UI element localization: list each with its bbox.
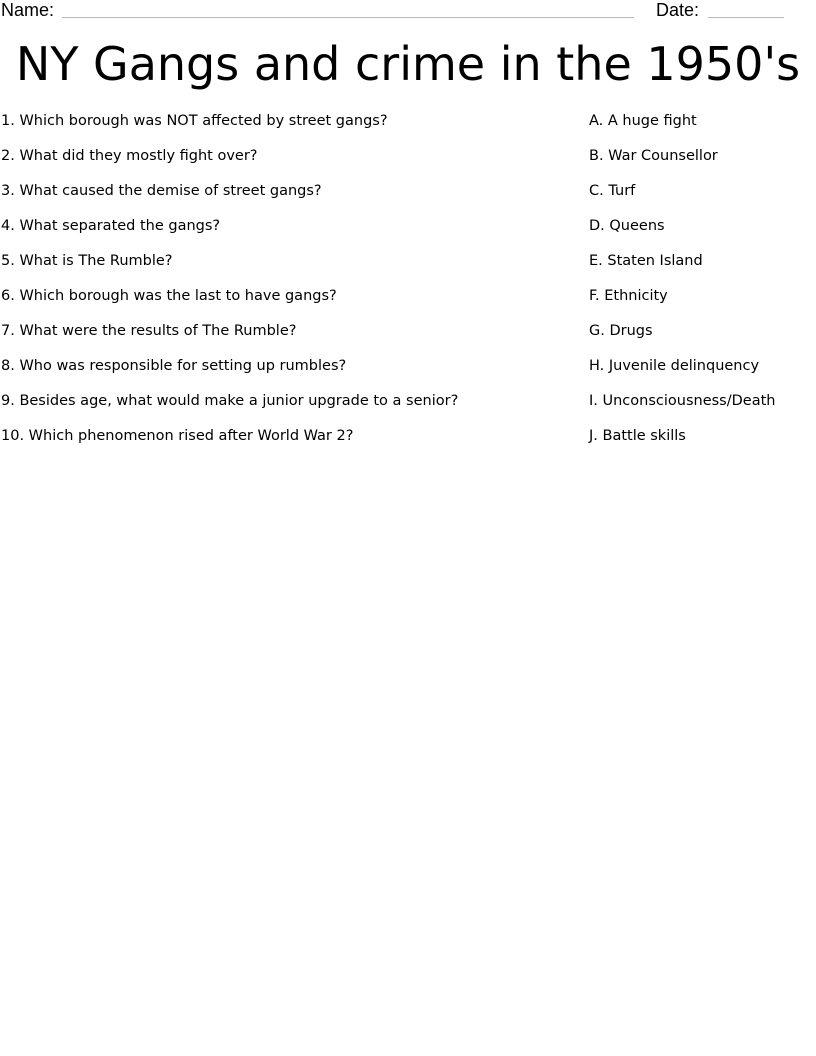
answer-item: C. Turf [589,183,636,199]
answer-item: F. Ethnicity [589,288,668,304]
question-item: 3. What caused the demise of street gangs? [1,183,322,199]
worksheet-header [0,0,816,24]
question-item: 6. Which borough was the last to have gangs? [1,288,337,304]
question-item: 8. Who was responsible for setting up rumbles? [1,358,347,374]
question-item: 10. Which phenomenon rised after World War 2? [1,428,354,444]
question-list [1,111,571,461]
page-title: NY Gangs and crime in the 1950's [15,37,801,91]
answer-item: I. Unconsciousness/Death [589,393,776,409]
name-blank-line [62,17,634,18]
answer-item: A. A huge fight [589,113,697,129]
answer-item: G. Drugs [589,323,653,339]
answer-item: D. Queens [589,218,665,234]
question-item: 7. What were the results of The Rumble? [1,323,297,339]
answer-item: J. Battle skills [589,428,686,444]
name-label: Name: [1,0,55,20]
answer-item: H. Juvenile delinquency [589,358,760,374]
question-item: 9. Besides age, what would make a junior upgrade to a senior? [1,393,459,409]
date-blank-line [708,17,784,18]
question-item: 4. What separated the gangs? [1,218,221,234]
question-item: 5. What is The Rumble? [1,253,173,269]
answer-item: E. Staten Island [589,253,703,269]
question-item: 2. What did they mostly fight over? [1,148,258,164]
date-label: Date: [656,0,700,20]
question-item: 1. Which borough was NOT affected by street gangs? [1,113,388,129]
answer-item: B. War Counsellor [589,148,718,164]
answer-list [589,111,814,461]
